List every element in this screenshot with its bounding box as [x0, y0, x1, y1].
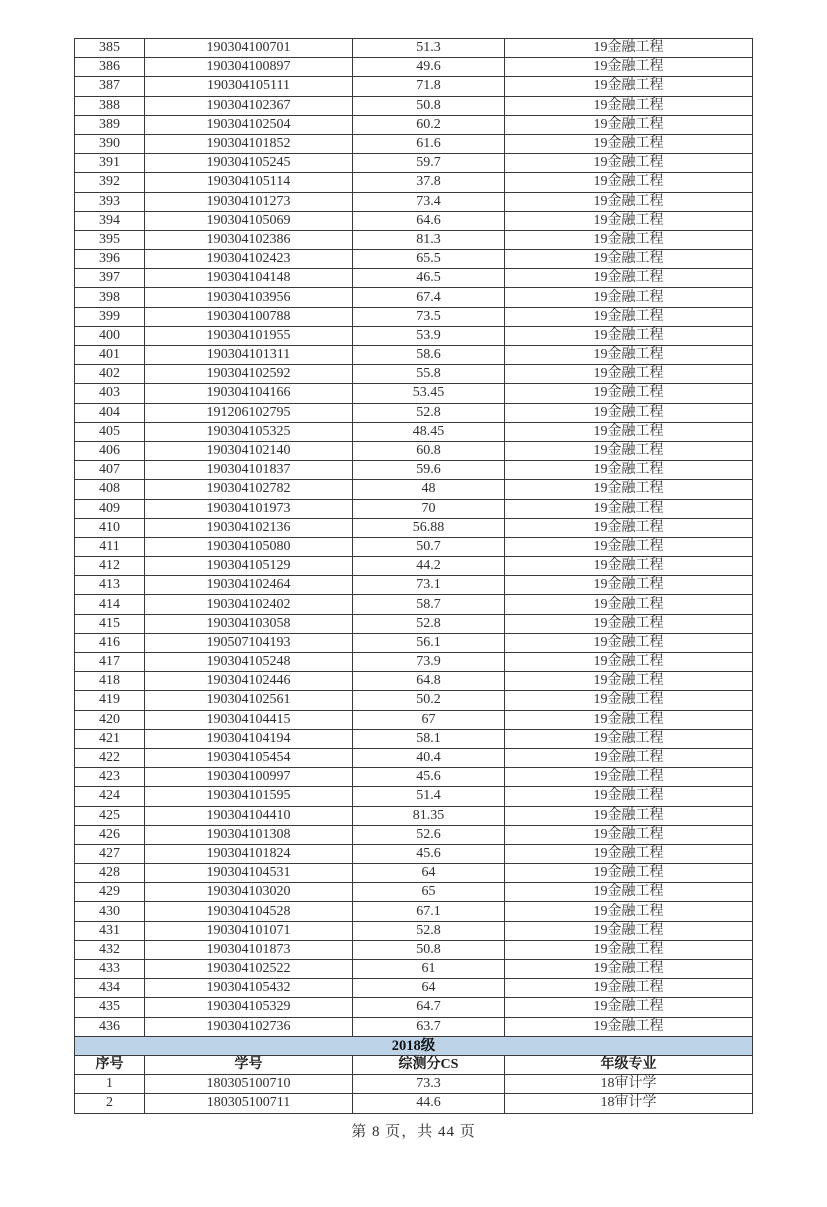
table-row	[75, 940, 753, 959]
cell-score: 45.6	[353, 844, 505, 863]
score-table	[74, 38, 753, 1114]
cell-student-id: 190304105114	[145, 173, 353, 192]
table-row	[75, 768, 753, 787]
table-row	[75, 422, 753, 441]
cell-score: 61.6	[353, 134, 505, 153]
table-row	[75, 883, 753, 902]
cell-score: 52.8	[353, 921, 505, 940]
cell-index: 388	[75, 96, 145, 115]
cell-major: 19金融工程	[505, 403, 753, 422]
cell-score: 65	[353, 883, 505, 902]
table-row	[75, 326, 753, 345]
cell-major: 19金融工程	[505, 134, 753, 153]
cell-index: 394	[75, 211, 145, 230]
cell-score: 58.6	[353, 346, 505, 365]
cell-score: 70	[353, 499, 505, 518]
cell-score: 52.8	[353, 403, 505, 422]
cell-index: 413	[75, 576, 145, 595]
cell-student-id: 190304102423	[145, 250, 353, 269]
cell-major: 19金融工程	[505, 115, 753, 134]
cell-score: 48	[353, 480, 505, 499]
table-row	[75, 748, 753, 767]
table-row	[75, 614, 753, 633]
cell-score: 50.7	[353, 537, 505, 556]
cell-score: 58.1	[353, 729, 505, 748]
cell-score: 59.6	[353, 461, 505, 480]
cell-student-id: 190304102561	[145, 691, 353, 710]
cell-student-id: 190304105248	[145, 653, 353, 672]
cell-index: 422	[75, 748, 145, 767]
cell-score: 50.8	[353, 940, 505, 959]
cell-major: 18审计学	[505, 1094, 753, 1113]
cell-student-id: 190304102140	[145, 441, 353, 460]
cell-score: 61	[353, 960, 505, 979]
cell-index: 409	[75, 499, 145, 518]
cell-index: 431	[75, 921, 145, 940]
cell-major: 19金融工程	[505, 441, 753, 460]
table-row	[75, 979, 753, 998]
cell-major: 19金融工程	[505, 940, 753, 959]
table-row	[75, 1075, 753, 1094]
cell-index: 425	[75, 806, 145, 825]
cell-major: 19金融工程	[505, 211, 753, 230]
cell-score: 58.7	[353, 595, 505, 614]
cell-major: 19金融工程	[505, 979, 753, 998]
table-row	[75, 960, 753, 979]
table-row	[75, 537, 753, 556]
cell-major: 19金融工程	[505, 365, 753, 384]
cell-index: 393	[75, 192, 145, 211]
cell-student-id: 190304101071	[145, 921, 353, 940]
cell-index: 400	[75, 326, 145, 345]
header-index: 序号	[75, 1055, 145, 1074]
cell-index: 423	[75, 768, 145, 787]
table-row	[75, 384, 753, 403]
cell-major: 19金融工程	[505, 710, 753, 729]
table-row	[75, 998, 753, 1017]
cell-score: 73.9	[353, 653, 505, 672]
cell-student-id: 190304102136	[145, 518, 353, 537]
table-row	[75, 499, 753, 518]
cell-student-id: 190304102386	[145, 230, 353, 249]
cell-index: 389	[75, 115, 145, 134]
table-row	[75, 58, 753, 77]
cell-score: 67	[353, 710, 505, 729]
table-header-row	[75, 1055, 753, 1074]
cell-student-id: 190304105325	[145, 422, 353, 441]
cell-student-id: 190304102522	[145, 960, 353, 979]
cell-index: 415	[75, 614, 145, 633]
table-row	[75, 230, 753, 249]
table-row	[75, 96, 753, 115]
cell-score: 51.3	[353, 39, 505, 58]
table-row	[75, 653, 753, 672]
cell-score: 48.45	[353, 422, 505, 441]
cell-score: 52.6	[353, 825, 505, 844]
cell-score: 64.8	[353, 672, 505, 691]
table-row	[75, 77, 753, 96]
table-row	[75, 441, 753, 460]
table-row	[75, 844, 753, 863]
table-row	[75, 365, 753, 384]
table-row	[75, 269, 753, 288]
cell-major: 19金融工程	[505, 614, 753, 633]
table-row	[75, 710, 753, 729]
cell-score: 50.2	[353, 691, 505, 710]
cell-student-id: 190304103956	[145, 288, 353, 307]
cell-index: 405	[75, 422, 145, 441]
cell-student-id: 190304102446	[145, 672, 353, 691]
cell-index: 414	[75, 595, 145, 614]
cell-index: 418	[75, 672, 145, 691]
table-row	[75, 307, 753, 326]
cell-major: 19金融工程	[505, 307, 753, 326]
cell-index: 386	[75, 58, 145, 77]
cell-score: 67.4	[353, 288, 505, 307]
header-score: 综测分CS	[353, 1055, 505, 1074]
cell-index: 419	[75, 691, 145, 710]
cell-index: 385	[75, 39, 145, 58]
cell-score: 60.8	[353, 441, 505, 460]
table-row	[75, 346, 753, 365]
cell-score: 52.8	[353, 614, 505, 633]
cell-index: 429	[75, 883, 145, 902]
cell-major: 19金融工程	[505, 595, 753, 614]
cell-major: 19金融工程	[505, 557, 753, 576]
cell-major: 19金融工程	[505, 192, 753, 211]
cell-score: 64	[353, 864, 505, 883]
cell-major: 19金融工程	[505, 844, 753, 863]
cell-index: 396	[75, 250, 145, 269]
cell-student-id: 191206102795	[145, 403, 353, 422]
table-row	[75, 902, 753, 921]
cell-major: 19金融工程	[505, 691, 753, 710]
section-2018-title-row	[75, 1036, 753, 1055]
cell-major: 19金融工程	[505, 825, 753, 844]
table-row	[75, 480, 753, 499]
cell-index: 397	[75, 269, 145, 288]
cell-major: 19金融工程	[505, 902, 753, 921]
cell-score: 81.35	[353, 806, 505, 825]
cell-student-id: 190304102736	[145, 1017, 353, 1036]
cell-score: 60.2	[353, 115, 505, 134]
cell-major: 19金融工程	[505, 230, 753, 249]
section-2018-rows	[75, 1075, 753, 1113]
cell-score: 63.7	[353, 1017, 505, 1036]
cell-index: 395	[75, 230, 145, 249]
cell-score: 53.45	[353, 384, 505, 403]
cell-student-id: 190304105245	[145, 154, 353, 173]
table-row	[75, 192, 753, 211]
cell-student-id: 190304101273	[145, 192, 353, 211]
cell-student-id: 190304100788	[145, 307, 353, 326]
cell-student-id: 190304105111	[145, 77, 353, 96]
cell-student-id: 190304104528	[145, 902, 353, 921]
cell-major: 19金融工程	[505, 518, 753, 537]
cell-score: 50.8	[353, 96, 505, 115]
page-number: 第 8 页，共 44 页	[351, 1123, 476, 1140]
cell-score: 46.5	[353, 269, 505, 288]
cell-major: 19金融工程	[505, 864, 753, 883]
cell-major: 19金融工程	[505, 77, 753, 96]
cell-score: 59.7	[353, 154, 505, 173]
cell-major: 19金融工程	[505, 461, 753, 480]
cell-student-id: 190304102367	[145, 96, 353, 115]
cell-index: 406	[75, 441, 145, 460]
cell-major: 19金融工程	[505, 729, 753, 748]
cell-major: 19金融工程	[505, 154, 753, 173]
table-row	[75, 250, 753, 269]
table-row	[75, 576, 753, 595]
section-2018	[75, 1036, 753, 1074]
cell-score: 64.6	[353, 211, 505, 230]
cell-score: 37.8	[353, 173, 505, 192]
cell-major: 19金融工程	[505, 422, 753, 441]
cell-index: 403	[75, 384, 145, 403]
cell-major: 19金融工程	[505, 326, 753, 345]
cell-major: 19金融工程	[505, 748, 753, 767]
cell-student-id: 190304101824	[145, 844, 353, 863]
cell-major: 18审计学	[505, 1075, 753, 1094]
cell-student-id: 190304101308	[145, 825, 353, 844]
cell-major: 19金融工程	[505, 173, 753, 192]
cell-student-id: 190507104193	[145, 633, 353, 652]
section-2019-rows	[75, 39, 753, 1037]
cell-score: 71.8	[353, 77, 505, 96]
cell-index: 428	[75, 864, 145, 883]
cell-student-id: 190304101311	[145, 346, 353, 365]
cell-student-id: 190304105080	[145, 537, 353, 556]
table-row	[75, 921, 753, 940]
cell-student-id: 180305100711	[145, 1094, 353, 1113]
table-row	[75, 518, 753, 537]
header-student-id: 学号	[145, 1055, 353, 1074]
cell-score: 56.1	[353, 633, 505, 652]
cell-index: 398	[75, 288, 145, 307]
table-row	[75, 1017, 753, 1036]
cell-major: 19金融工程	[505, 633, 753, 652]
cell-student-id: 190304103058	[145, 614, 353, 633]
cell-student-id: 190304104148	[145, 269, 353, 288]
cell-score: 73.4	[353, 192, 505, 211]
cell-major: 19金融工程	[505, 653, 753, 672]
cell-major: 19金融工程	[505, 39, 753, 58]
cell-major: 19金融工程	[505, 96, 753, 115]
cell-student-id: 190304104410	[145, 806, 353, 825]
cell-score: 56.88	[353, 518, 505, 537]
cell-major: 19金融工程	[505, 499, 753, 518]
cell-score: 67.1	[353, 902, 505, 921]
cell-major: 19金融工程	[505, 576, 753, 595]
cell-score: 65.5	[353, 250, 505, 269]
table-row	[75, 154, 753, 173]
cell-index: 2	[75, 1094, 145, 1113]
cell-student-id: 190304102592	[145, 365, 353, 384]
cell-index: 391	[75, 154, 145, 173]
cell-score: 49.6	[353, 58, 505, 77]
cell-index: 1	[75, 1075, 145, 1094]
cell-student-id: 190304101852	[145, 134, 353, 153]
cell-student-id: 190304101973	[145, 499, 353, 518]
cell-index: 411	[75, 537, 145, 556]
cell-major: 19金融工程	[505, 921, 753, 940]
cell-index: 392	[75, 173, 145, 192]
cell-major: 19金融工程	[505, 883, 753, 902]
cell-student-id: 190304105069	[145, 211, 353, 230]
cell-student-id: 190304105454	[145, 748, 353, 767]
table-row	[75, 211, 753, 230]
cell-index: 420	[75, 710, 145, 729]
cell-index: 387	[75, 77, 145, 96]
cell-major: 19金融工程	[505, 288, 753, 307]
cell-student-id: 190304101873	[145, 940, 353, 959]
table-row	[75, 691, 753, 710]
cell-score: 53.9	[353, 326, 505, 345]
cell-major: 19金融工程	[505, 998, 753, 1017]
table-row	[75, 595, 753, 614]
cell-index: 410	[75, 518, 145, 537]
table-row	[75, 806, 753, 825]
table-row	[75, 672, 753, 691]
table-row	[75, 403, 753, 422]
cell-student-id: 190304105329	[145, 998, 353, 1017]
cell-index: 430	[75, 902, 145, 921]
cell-major: 19金融工程	[505, 960, 753, 979]
cell-major: 19金融工程	[505, 269, 753, 288]
cell-student-id: 190304104531	[145, 864, 353, 883]
cell-student-id: 180305100710	[145, 1075, 353, 1094]
cell-index: 416	[75, 633, 145, 652]
cell-student-id: 190304102402	[145, 595, 353, 614]
cell-major: 19金融工程	[505, 250, 753, 269]
cell-index: 408	[75, 480, 145, 499]
cell-score: 73.1	[353, 576, 505, 595]
cell-index: 412	[75, 557, 145, 576]
cell-student-id: 190304104166	[145, 384, 353, 403]
table-row	[75, 461, 753, 480]
cell-student-id: 190304102782	[145, 480, 353, 499]
cell-major: 19金融工程	[505, 346, 753, 365]
cell-student-id: 190304100701	[145, 39, 353, 58]
cell-index: 434	[75, 979, 145, 998]
cell-score: 55.8	[353, 365, 505, 384]
cell-index: 424	[75, 787, 145, 806]
table-row	[75, 729, 753, 748]
cell-index: 435	[75, 998, 145, 1017]
header-major: 年级专业	[505, 1055, 753, 1074]
cell-major: 19金融工程	[505, 1017, 753, 1036]
table-row	[75, 173, 753, 192]
cell-student-id: 190304105432	[145, 979, 353, 998]
cell-score: 44.2	[353, 557, 505, 576]
cell-score: 64	[353, 979, 505, 998]
table-row	[75, 825, 753, 844]
cell-index: 427	[75, 844, 145, 863]
cell-score: 45.6	[353, 768, 505, 787]
cell-index: 399	[75, 307, 145, 326]
cell-score: 73.5	[353, 307, 505, 326]
cell-index: 426	[75, 825, 145, 844]
table-row	[75, 1094, 753, 1113]
cell-student-id: 190304101837	[145, 461, 353, 480]
cell-student-id: 190304103020	[145, 883, 353, 902]
cell-student-id: 190304100997	[145, 768, 353, 787]
cell-student-id: 190304100897	[145, 58, 353, 77]
table-row	[75, 39, 753, 58]
cell-major: 19金融工程	[505, 537, 753, 556]
cell-index: 417	[75, 653, 145, 672]
cell-major: 19金融工程	[505, 384, 753, 403]
cell-major: 19金融工程	[505, 768, 753, 787]
cell-score: 51.4	[353, 787, 505, 806]
cell-index: 436	[75, 1017, 145, 1036]
cell-major: 19金融工程	[505, 672, 753, 691]
cell-index: 421	[75, 729, 145, 748]
table-row	[75, 864, 753, 883]
cell-student-id: 190304102464	[145, 576, 353, 595]
cell-score: 64.7	[353, 998, 505, 1017]
cell-index: 404	[75, 403, 145, 422]
cell-student-id: 190304101595	[145, 787, 353, 806]
cell-score: 73.3	[353, 1075, 505, 1094]
cell-index: 433	[75, 960, 145, 979]
cell-student-id: 190304102504	[145, 115, 353, 134]
cell-score: 40.4	[353, 748, 505, 767]
table-row	[75, 633, 753, 652]
table-row	[75, 115, 753, 134]
cell-major: 19金融工程	[505, 58, 753, 77]
cell-score: 44.6	[353, 1094, 505, 1113]
table-row	[75, 787, 753, 806]
cell-student-id: 190304101955	[145, 326, 353, 345]
cell-score: 81.3	[353, 230, 505, 249]
cell-student-id: 190304104415	[145, 710, 353, 729]
cell-major: 19金融工程	[505, 806, 753, 825]
cell-major: 19金融工程	[505, 480, 753, 499]
cell-major: 19金融工程	[505, 787, 753, 806]
cell-student-id: 190304104194	[145, 729, 353, 748]
document-page	[0, 38, 827, 1207]
cell-index: 407	[75, 461, 145, 480]
cell-index: 390	[75, 134, 145, 153]
section-2018-title: 2018级	[75, 1036, 753, 1055]
cell-index: 432	[75, 940, 145, 959]
table-row	[75, 557, 753, 576]
cell-student-id: 190304105129	[145, 557, 353, 576]
cell-index: 402	[75, 365, 145, 384]
cell-index: 401	[75, 346, 145, 365]
table-row	[75, 288, 753, 307]
table-row	[75, 134, 753, 153]
